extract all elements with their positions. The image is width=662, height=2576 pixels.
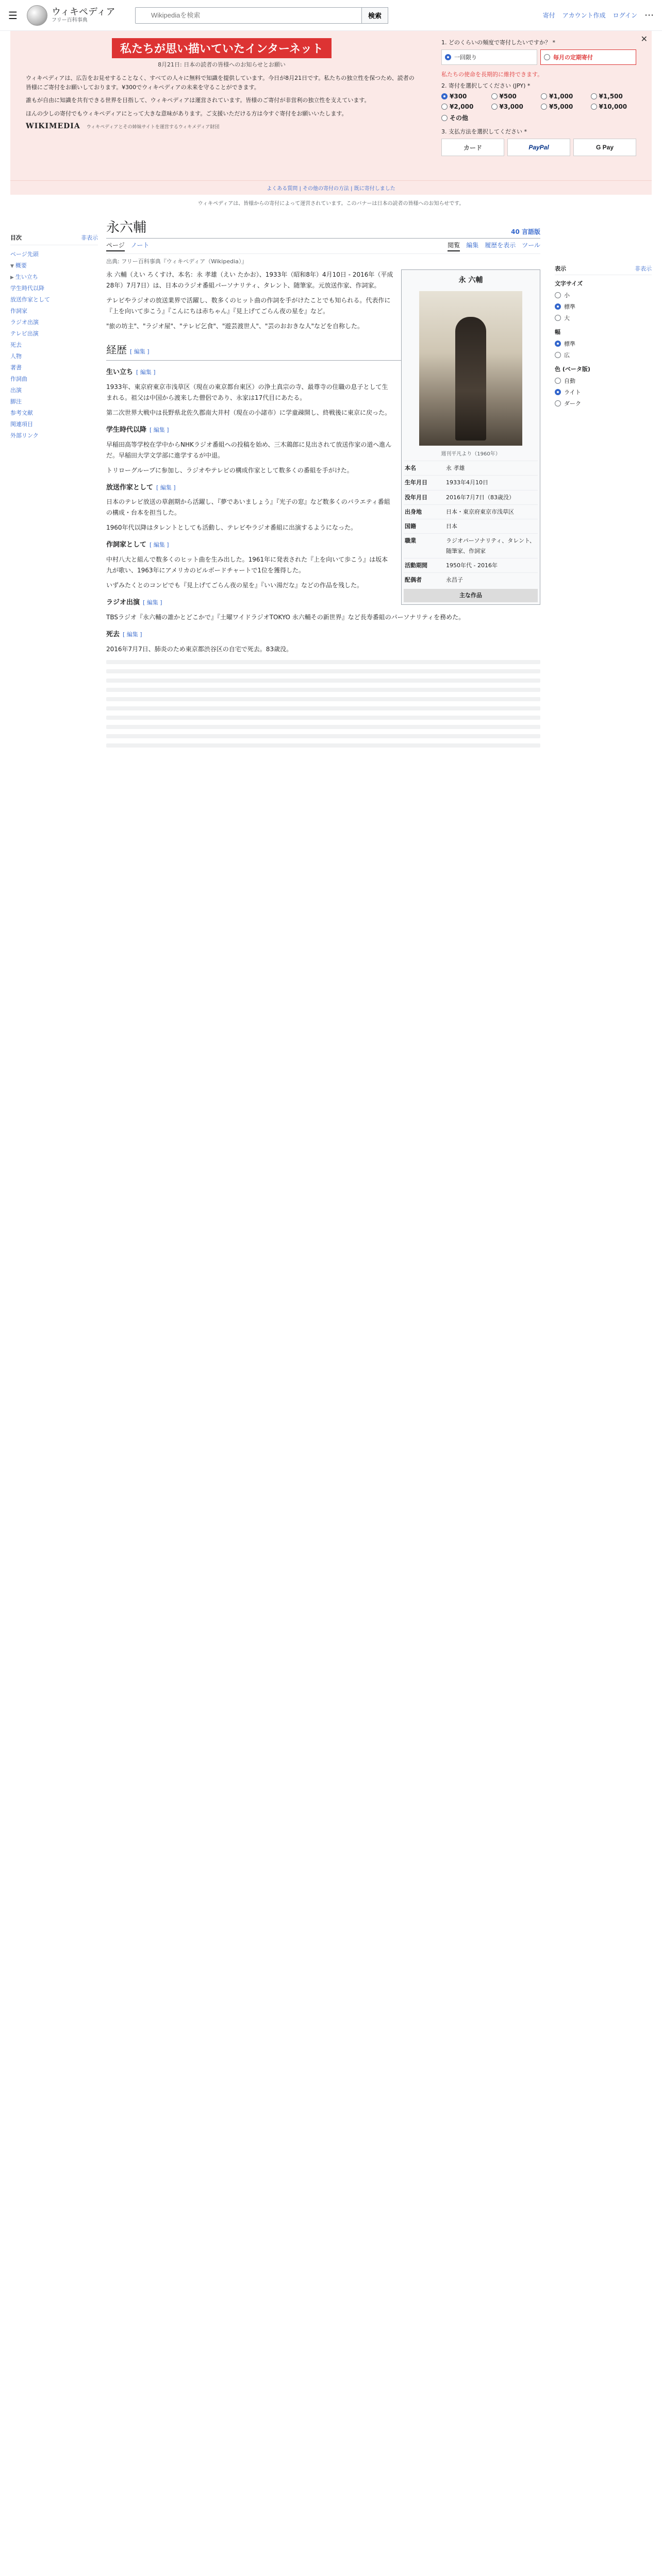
- tab-read[interactable]: 閲覧: [448, 241, 460, 251]
- tab-talk[interactable]: ノート: [130, 242, 150, 249]
- infobox-value[interactable]: 永昌子: [446, 577, 463, 583]
- option-label: 標準: [564, 303, 575, 310]
- infobox-key: 没年月日: [405, 494, 427, 501]
- intro-paragraph: 永 六輔（えい ろくすけ、本名：永 孝雄（えい たかお）、1933年（昭和8年）4月10日 - 2016年（平成28年）7月7日）は、日本のラジオ番組パーソナリティ、タレント、随筆家。元放送作家、作詞家。: [106, 271, 393, 289]
- radio-icon: [491, 104, 498, 110]
- appearance-title: 表示: [555, 265, 566, 272]
- infobox-section: 主な作品: [404, 589, 538, 602]
- radio-icon: [541, 93, 547, 99]
- logo-subtitle: フリー百科事典: [52, 17, 88, 23]
- amount-option-other[interactable]: [441, 113, 487, 122]
- toc-item[interactable]: 脚注: [10, 398, 22, 405]
- donation-form: [433, 31, 644, 180]
- toc-item[interactable]: 作詞曲: [10, 376, 27, 382]
- radio-icon: [445, 54, 451, 60]
- amount-option[interactable]: [441, 93, 487, 100]
- body-paragraph: 2016年7月7日、肺炎のため東京都渋谷区の自宅で死去。83歳没。: [106, 645, 293, 653]
- appearance-panel: [549, 213, 652, 753]
- toc-item[interactable]: テレビ出演: [10, 330, 39, 337]
- donation-banner: [10, 31, 652, 180]
- toc-item[interactable]: ラジオ出演: [10, 319, 39, 326]
- banner-title: 私たちが思い描いていたインターネット: [112, 38, 332, 58]
- edit-section-link[interactable]: [ 編集 ]: [136, 369, 156, 376]
- frequency-once[interactable]: [441, 49, 537, 65]
- radio-icon: [544, 54, 550, 60]
- infobox-value[interactable]: ラジオパーソナリティ、タレント、随筆家、作詞家: [446, 537, 535, 554]
- infobox-key: 活動期間: [405, 562, 427, 569]
- chevron-down-icon: ▼: [10, 264, 14, 269]
- toc-item-label: 概要: [15, 262, 27, 269]
- appearance-hide-button[interactable]: 非表示: [635, 265, 652, 272]
- subsection-heading-text: 学生時代以降: [106, 426, 147, 434]
- radio-icon: [491, 93, 498, 99]
- body-paragraph: 早稲田高等学校在学中からNHKラジオ番組への投稿を始め、三木鶏郎に見出されて放送作家の道へ進んだ。早稲田大学文学部に進学するが中退。: [106, 440, 392, 459]
- subsection-heading-text: 作詞家として: [106, 541, 147, 549]
- pay-card-button[interactable]: カード: [441, 139, 504, 156]
- body-paragraph: 日本のテレビ放送の草創期から活躍し、『夢であいましょう』『光子の窓』など数多くのバラエティ番組の構成・台本を担当した。: [106, 498, 390, 517]
- toc-item[interactable]: 出演: [10, 387, 22, 394]
- menu-icon[interactable]: ☰: [8, 9, 18, 22]
- tab-edit[interactable]: 編集: [466, 242, 479, 249]
- wikimedia-subtitle: ウィキペディアとその姉妹サイトを運営するウィキメディア財団: [86, 124, 220, 130]
- search-box: [135, 7, 388, 24]
- color-option[interactable]: [555, 386, 652, 398]
- infobox-row: [404, 490, 538, 504]
- more-options-icon[interactable]: ⋯: [644, 10, 654, 21]
- article-continuation: [106, 660, 540, 748]
- intro-paragraph: "旅の坊主"、"ラジオ屋"、"テレビ乞食"、"遊芸渡世人"、"芸のおおきな人"などを自称した。: [106, 323, 363, 330]
- infobox-value[interactable]: 日本・東京府東京市浅草区: [446, 508, 514, 515]
- create-account-link[interactable]: アカウント作成: [562, 12, 606, 19]
- site-logo[interactable]: [27, 5, 120, 26]
- toc-item[interactable]: 放送作家として: [10, 296, 50, 303]
- toc-item[interactable]: [10, 271, 98, 282]
- radio-icon: [441, 104, 448, 110]
- body-paragraph: 第二次世界大戦中は長野県北佐久郡南大井村（現在の小諸市）に学童疎開し、終戦後に東京に戻った。: [106, 409, 391, 416]
- edit-section-link[interactable]: [ 編集 ]: [123, 631, 142, 638]
- infobox-row: [404, 461, 538, 475]
- toc-item[interactable]: 人物: [10, 353, 22, 360]
- toc-item[interactable]: 参考文献: [10, 410, 33, 416]
- frequency-monthly[interactable]: [540, 49, 636, 65]
- toc-item[interactable]: ページ先頭: [10, 251, 39, 258]
- banner-date: 8月21日: 日本の読者の皆様へのお知らせとお願い: [158, 61, 286, 68]
- radio-icon: [555, 341, 561, 347]
- amount-option[interactable]: [541, 103, 587, 110]
- section-heading-text: 経歴: [106, 344, 127, 356]
- table-of-contents: [10, 213, 98, 753]
- radio-icon: [555, 400, 561, 406]
- infobox-key: 職業: [405, 537, 416, 545]
- infobox: [401, 269, 540, 605]
- subsection-heading-text: 生い立ち: [106, 368, 134, 376]
- body-paragraph: いずみたくとのコンビでも『見上げてごらん夜の星を』『いい湯だな』などの作品を残した。: [106, 582, 363, 589]
- option-label: 自動: [564, 378, 575, 384]
- infobox-key: 配偶者: [405, 577, 422, 583]
- infobox-row: [404, 558, 538, 572]
- pay-paypal-button[interactable]: PayPal: [507, 139, 570, 156]
- payment-question: 3. 支払方法を選択してください *: [441, 128, 527, 135]
- amount-question: 2. 寄付を選択してください (JPY) *: [441, 82, 531, 89]
- amount-label: ¥10,000: [599, 103, 627, 110]
- toc-item[interactable]: 著書: [10, 364, 22, 371]
- option-label: ダーク: [564, 400, 581, 407]
- toc-item[interactable]: 外部リンク: [10, 432, 39, 439]
- banner-paragraph: ほんの少しの寄付でもウィキペディアにとって大きな意味があります。ご支援いただける方は今すぐ寄付をお願いいたします。: [26, 110, 347, 117]
- login-link[interactable]: ログイン: [613, 12, 637, 19]
- color-option[interactable]: [555, 398, 652, 409]
- intro-paragraph: テレビやラジオの放送業界で活躍し、数多くのヒット曲の作詞を手がけたことでも知られる。代表作に『上を向いて歩こう』『こんにちは赤ちゃん』『見上げてごらん夜の星を』など。: [106, 297, 391, 315]
- radio-icon: [555, 315, 561, 321]
- radio-icon: [555, 389, 561, 395]
- frequency-question: 1. どのくらいの頻度で寄付したいですか？ *: [441, 39, 555, 46]
- edit-section-link[interactable]: [ 編集 ]: [150, 541, 169, 549]
- radio-icon: [555, 352, 561, 358]
- main-content: [98, 213, 549, 753]
- portrait-image[interactable]: [419, 291, 522, 446]
- radio-icon: [555, 292, 561, 298]
- infobox-caption: 週刊平凡より（1960年）: [441, 451, 501, 457]
- infobox-key: 本名: [405, 465, 416, 471]
- color-label: 色 (ベータ版): [555, 366, 590, 372]
- radio-icon: [441, 93, 448, 99]
- body-paragraph: TBSラジオ『永六輔の誰かとどこかで』『土曜ワイドラジオTOKYO 永六輔その新世界』など長寿番組のパーソナリティを務めた。: [106, 613, 465, 621]
- width-option[interactable]: [555, 349, 652, 361]
- subsection-heading-text: 放送作家として: [106, 483, 154, 492]
- monthly-note: 私たちの使命を長期的に維持できます。: [441, 71, 543, 78]
- amount-label: ¥3,000: [499, 103, 523, 110]
- infobox-row: [404, 504, 538, 519]
- toc-item[interactable]: [10, 260, 98, 271]
- pay-gpay-button[interactable]: G Pay: [573, 139, 636, 156]
- infobox-row: [404, 519, 538, 533]
- edit-section-link[interactable]: [ 編集 ]: [143, 599, 162, 606]
- width-option[interactable]: [555, 338, 652, 349]
- donate-link[interactable]: 寄付: [542, 12, 555, 19]
- radio-icon: [541, 104, 547, 110]
- color-option[interactable]: [555, 375, 652, 386]
- tab-history[interactable]: 履歴を表示: [485, 242, 516, 249]
- body-paragraph: 1960年代以降はタレントとしても活動し、テレビやラジオ番組に出演するようになった。: [106, 524, 357, 532]
- text-size-label: 文字サイズ: [555, 280, 583, 287]
- banner-paragraph: ウィキペディアは、広告をお見せすることなく、すべての人々に無料で知識を提供しています。今日が8月21日です。私たちの独立性を保つため、読者の皆様にご寄付をお願いしております。¥300でウィキペディアの未来を守ることができます。: [26, 75, 415, 91]
- amount-option[interactable]: [491, 93, 537, 100]
- infobox-name: 永 六輔: [458, 276, 483, 284]
- banner-footer-links[interactable]: よくある質問 | その他の寄付の方法 | 既に寄付しました: [10, 180, 652, 195]
- article-source: 出典: フリー百科事典『ウィキペディア（Wikipedia）』: [106, 258, 247, 265]
- infobox-value[interactable]: 1933年4月10日: [446, 479, 488, 486]
- logo-title: ウィキペディア: [52, 7, 115, 18]
- option-label: 広: [564, 352, 570, 359]
- infobox-value: 永 孝雄: [446, 465, 465, 471]
- chevron-right-icon: ▶: [10, 275, 14, 280]
- banner-paragraph: 誰もが自由に知識を共有できる世界を目指して、ウィキペディアは運営されています。皆様のご寄付が非営利の独立性を支えています。: [26, 97, 370, 104]
- width-label: 幅: [555, 329, 560, 335]
- subsection-heading-text: ラジオ出演: [106, 599, 140, 606]
- edit-section-link[interactable]: [ 編集 ]: [150, 426, 169, 433]
- body-paragraph: 中村八大と組んで数多くのヒット曲を生み出した。1961年に発表された『上を向いて歩こう』は坂本九が歌い、1963年にアメリカのビルボードチャートで1位を獲得した。: [106, 556, 388, 574]
- text-size-option[interactable]: [555, 312, 652, 324]
- close-icon[interactable]: ✕: [640, 34, 648, 44]
- infobox-key: 出身地: [405, 508, 422, 515]
- edit-section-link[interactable]: [ 編集 ]: [156, 484, 176, 491]
- toc-item[interactable]: 死去: [10, 342, 22, 348]
- radio-icon: [441, 115, 448, 121]
- amount-option[interactable]: [591, 93, 637, 100]
- infobox-value: 1950年代 - 2016年: [446, 562, 498, 569]
- search-button[interactable]: 検索: [362, 7, 388, 24]
- infobox-value: 日本: [446, 523, 457, 530]
- top-header: [0, 0, 662, 31]
- toc-item[interactable]: 関連項目: [10, 421, 33, 428]
- text-size-option[interactable]: [555, 301, 652, 312]
- tab-tools[interactable]: ツール: [522, 242, 540, 249]
- edit-section-link[interactable]: [ 編集 ]: [130, 348, 150, 355]
- body-paragraph: 1933年、東京府東京市浅草区（現在の東京都台東区）の浄土真宗の寺、最尊寺の住職の息子として生まれる。祖父は中国から渡来した僧侶であり、永家は17代目にあたる。: [106, 383, 388, 401]
- site-notice: ウィキペディアは、皆様からの寄付によって運営されています。このバナーは日本の読者の皆様へのお知らせです。: [197, 201, 465, 207]
- amount-option[interactable]: [541, 93, 587, 100]
- infobox-row: [404, 475, 538, 489]
- amount-label: その他: [450, 114, 469, 122]
- amount-label: ¥300: [450, 93, 467, 100]
- toc-hide-button[interactable]: 非表示: [81, 234, 98, 241]
- frequency-monthly-label: 毎月の定期寄付: [553, 54, 593, 61]
- toc-item[interactable]: 学生時代以降: [10, 285, 44, 292]
- subsection-heading: [106, 629, 540, 641]
- toc-title: 目次: [10, 234, 22, 241]
- page-title: 永六輔: [106, 220, 147, 235]
- radio-icon: [591, 93, 597, 99]
- frequency-once-label: 一回限り: [454, 54, 477, 61]
- toc-item[interactable]: 作詞家: [10, 308, 27, 314]
- infobox-row: [404, 572, 538, 587]
- infobox-key: 生年月日: [405, 479, 427, 486]
- amount-label: ¥1,000: [549, 93, 573, 100]
- amount-option[interactable]: [491, 103, 537, 110]
- infobox-key: 国籍: [405, 523, 416, 530]
- amount-label: ¥1,500: [599, 93, 623, 100]
- body-paragraph: トリローグループに参加し、ラジオやテレビの構成作家として数多くの番組を手がけた。: [106, 466, 353, 474]
- text-size-option[interactable]: [555, 290, 652, 301]
- toc-item-label: 生い立ち: [15, 274, 38, 280]
- subsection-heading-text: 死去: [106, 630, 120, 638]
- radio-icon: [555, 303, 561, 310]
- radio-icon: [555, 378, 561, 384]
- option-label: 標準: [564, 341, 575, 347]
- option-label: 小: [564, 292, 570, 299]
- search-input[interactable]: [135, 7, 362, 24]
- radio-icon: [591, 104, 597, 110]
- amount-label: ¥5,000: [549, 103, 573, 110]
- infobox-row: [404, 533, 538, 558]
- option-label: ライト: [564, 389, 581, 396]
- wikipedia-globe-icon: [27, 5, 47, 26]
- tab-page[interactable]: ページ: [106, 241, 125, 251]
- option-label: 大: [564, 315, 570, 321]
- infobox-value[interactable]: 2016年7月7日（83歳没）: [446, 494, 515, 501]
- amount-label: ¥500: [499, 93, 517, 100]
- amount-option[interactable]: [441, 103, 487, 110]
- amount-option[interactable]: [591, 103, 637, 110]
- wikimedia-logo: WIKIMEDIA: [26, 122, 80, 131]
- language-button[interactable]: 40 言語版: [511, 228, 540, 235]
- amount-label: ¥2,000: [450, 103, 474, 110]
